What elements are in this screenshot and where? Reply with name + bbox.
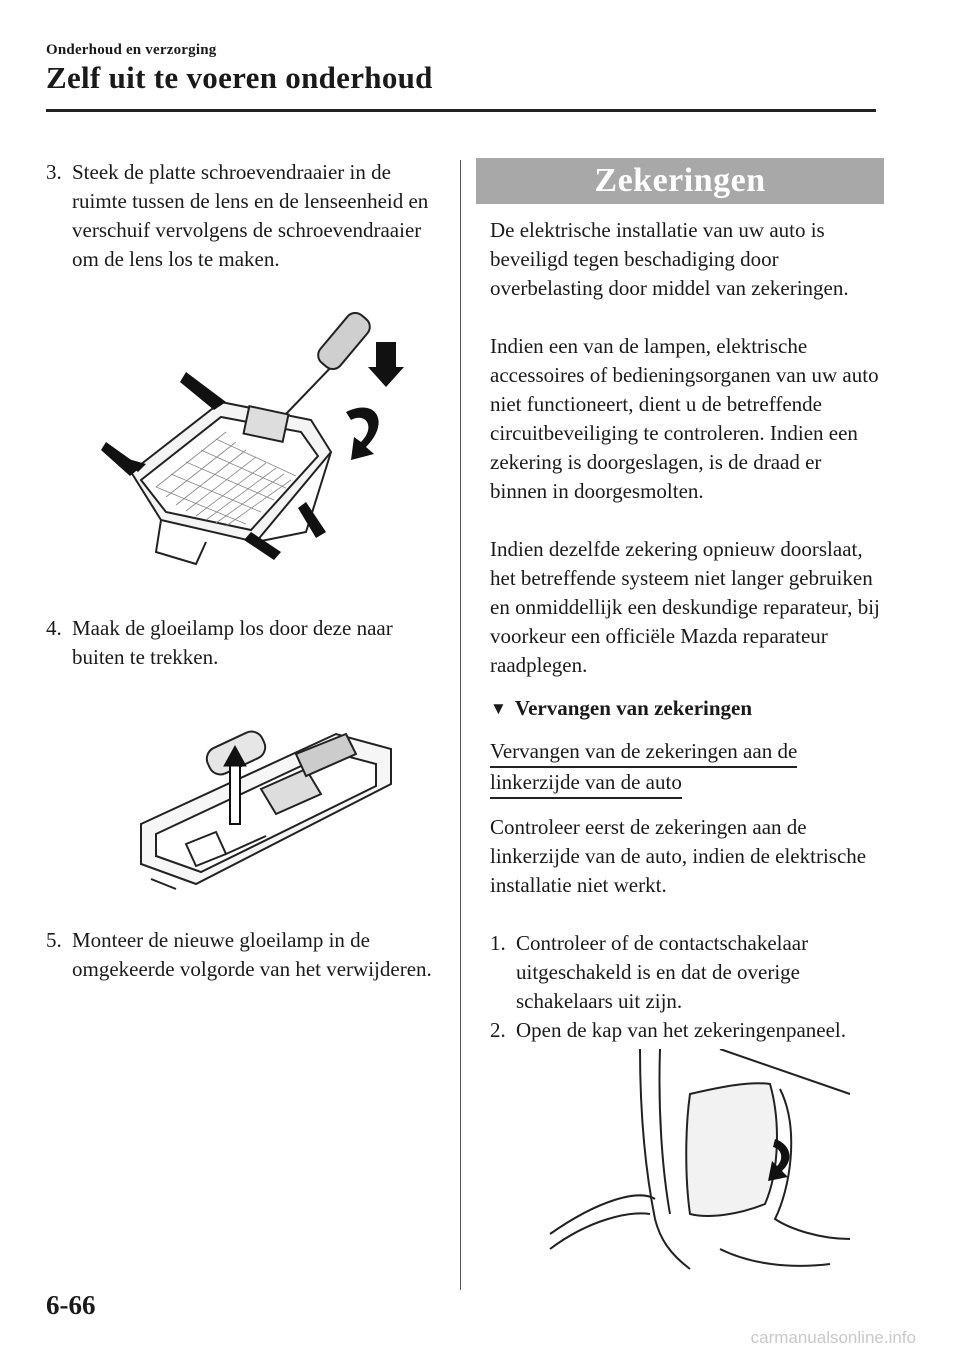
page-title: Zelf uit te voeren onderhoud: [46, 60, 433, 95]
right-column: [490, 158, 880, 1279]
section-label: Onderhoud en verzorging: [46, 42, 217, 58]
column-divider: [460, 160, 461, 1290]
step-text: Maak de gloeilamp los door deze naar buiten te trekken.: [72, 616, 393, 669]
step-number: 3.: [46, 160, 62, 184]
fuse-cover-illustration: [490, 1049, 880, 1279]
header-divider: [46, 109, 876, 112]
check-paragraph: Indien een van de lampen, elektrische accessoires of bedieningsorganen van uw auto niet functioneert, dient u de betreffende circuitbeveiliging te controleren. Indien een zekering is doorgeslagen, is de draad er binnen in doorgesmolten.: [490, 334, 879, 503]
step-3: [46, 158, 446, 274]
left-side-paragraph: Controleer eerst de zekeringen aan de linkerzijde van de auto, indien de elektrische installatie niet werkt.: [490, 815, 867, 897]
subsection-heading-text: Vervangen van zekeringen: [514, 696, 753, 720]
step-number: 4.: [46, 616, 62, 640]
step-text: Open de kap van het zekeringenpaneel.: [516, 1018, 847, 1042]
section-title-bar: Zekeringen: [476, 158, 884, 204]
lens-removal-illustration: [46, 302, 446, 602]
step-1: [490, 929, 880, 1016]
bulb-removal-illustration: [46, 694, 446, 904]
page-number: 6-66: [46, 1290, 96, 1320]
underlined-heading-line2: linkerzijde van de auto: [490, 768, 682, 799]
step-text: Controleer of de contactschakelaar uitgeschakeld is en dat de overige schakelaars uit zijn.: [516, 931, 809, 1013]
step-text: Steek de platte schroevendraaier in de ruimte tussen de lens en de lenseenheid en verschuif vervolgens de schroevendraaier om de lens los te maken.: [72, 160, 429, 271]
repeat-paragraph: Indien dezelfde zekering opnieuw doorslaat, het betreffende systeem niet langer gebruiken en onmiddellijk een deskundige reparateur, bij voorkeur een officiële Mazda reparateur raadplegen.: [490, 537, 880, 677]
step-5: [46, 926, 446, 984]
underlined-heading: [490, 737, 880, 799]
step-number: 1.: [490, 931, 506, 955]
left-column: [46, 158, 446, 984]
step-number: 2.: [490, 1018, 506, 1042]
step-text: Monteer de nieuwe gloeilamp in de omgekeerde volgorde van het verwijderen.: [72, 928, 432, 981]
step-2: [490, 1016, 880, 1045]
intro-paragraph: De elektrische installatie van uw auto is beveiligd tegen beschadiging door overbelasting door middel van zekeringen.: [490, 218, 849, 300]
subsection-heading: [490, 694, 880, 723]
step-4: [46, 614, 446, 672]
step-number: 5.: [46, 928, 62, 952]
watermark: carmanualsonline.info: [750, 1328, 916, 1347]
triangle-down-icon: ▼: [490, 699, 507, 718]
underlined-heading-line1: Vervangen van de zekeringen aan de: [490, 737, 797, 768]
